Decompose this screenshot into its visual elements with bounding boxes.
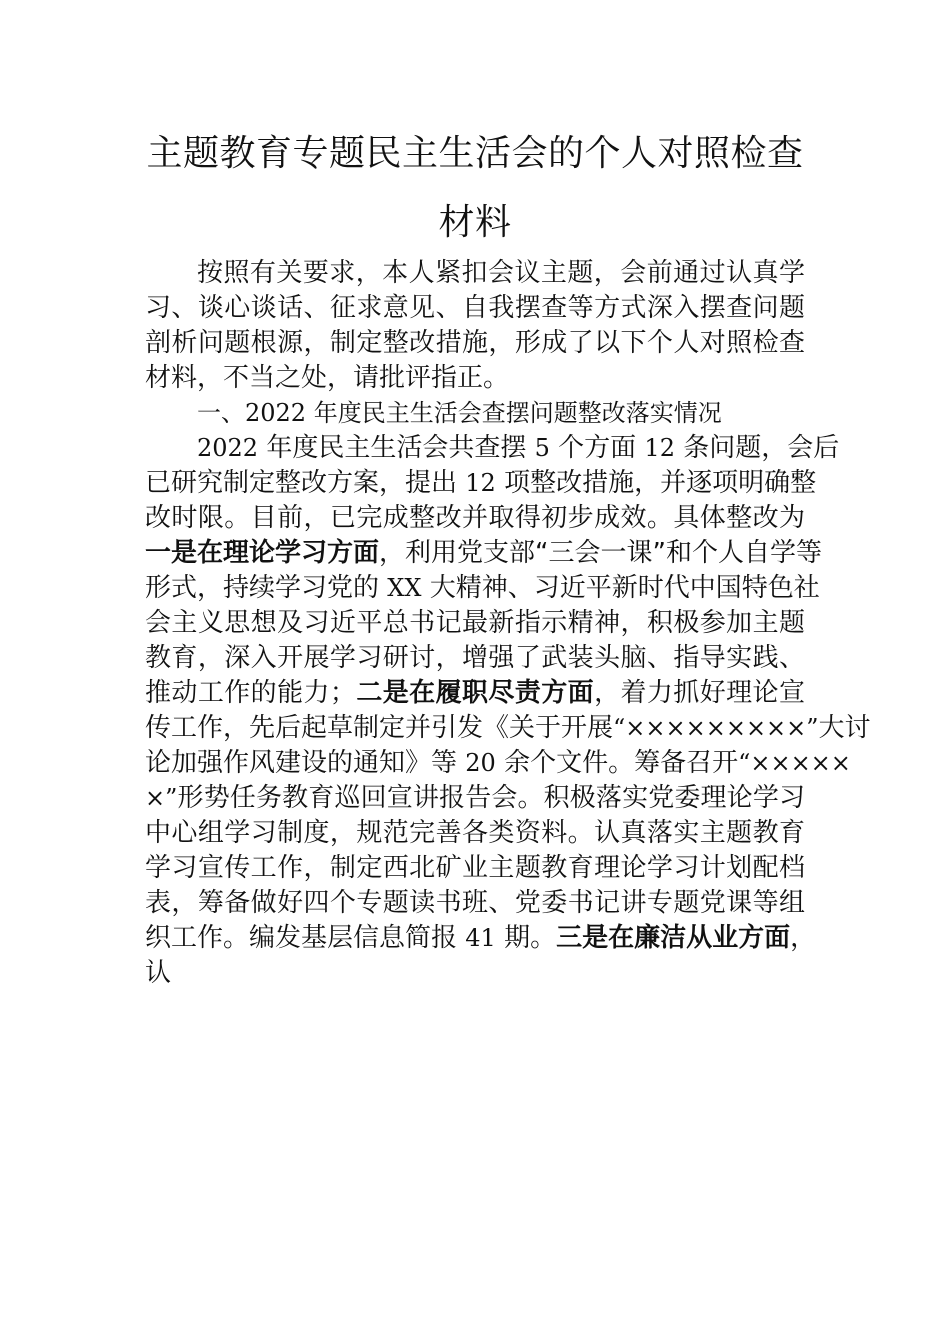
body-text: 推动工作的能力； (145, 678, 356, 708)
intro-line-3: 剖析问题根源，制定整改措施，形成了以下个人对照检查 (145, 328, 805, 358)
body-line-15 (145, 923, 817, 953)
body-text: 传工作，先后起草制定并引发《关于开展 (145, 713, 614, 743)
bold-point-1: 一是在理论学习方面 (145, 538, 380, 568)
body-text: “××××× (738, 749, 851, 777)
body-line-8 (145, 678, 805, 708)
body-text: 20 (465, 749, 496, 777)
body-line-1 (197, 433, 840, 463)
body-line-11 (145, 783, 805, 813)
intro-line-1: 按照有关要求，本人紧扣会议主题，会前通过认真学 (197, 258, 805, 288)
body-text: 形势任务教育巡回宣讲报告会。积极落实党委理论学习 (177, 783, 805, 813)
body-text: 年度民主生活会共查摆 (258, 433, 535, 463)
body-line-2 (145, 468, 817, 498)
body-line-10 (145, 748, 851, 778)
body-text: 条问题，会后 (674, 433, 840, 463)
body-text: ，着力抓好理论宣 (594, 678, 805, 708)
body-text: 余个文件。筹备召开 (495, 748, 739, 778)
body-text: ×” (145, 784, 178, 812)
body-line-9 (145, 713, 871, 743)
body-line-6: 会主义思想及习近平总书记最新指示精神，积极参加主题 (145, 608, 805, 638)
body-line-7: 教育，深入开展学习研讨，增强了武装头脑、指导实践、 (145, 643, 805, 673)
body-line-14: 表，筹备做好四个专题读书班、党委书记讲专题党课等组 (145, 888, 805, 918)
body-line-16: 认 (145, 958, 172, 988)
intro-line-4: 材料，不当之处，请批评指正。 (145, 363, 510, 393)
body-text: 织工作。编发基层信息简报 (145, 923, 466, 953)
body-text: 2022 (197, 434, 259, 462)
bold-point-2: 二是在履职尽责方面 (355, 678, 595, 708)
body-line-13: 学习宣传工作，制定西北矿业主题教育理论学习计划配档 (145, 853, 805, 883)
body-text: 项整改措施，并逐项明确整 (495, 468, 817, 498)
body-line-3: 改时限。目前，已完成整改并取得初步成效。具体整改为 (145, 503, 805, 533)
body-text: 论加强作风建设的通知》等 (145, 748, 466, 778)
body-text: 5 (534, 434, 550, 462)
body-text: XX (387, 574, 422, 602)
body-text: 大精神、习近平新时代中国特色社 (421, 573, 820, 603)
document-title-line2: 材料 (438, 202, 512, 243)
body-line-5 (145, 573, 820, 603)
body-text: 期。 (495, 923, 557, 953)
body-text: ，利用党支部“三会一课”和个人自学等 (379, 538, 822, 568)
body-text: ， (790, 923, 817, 953)
intro-line-2: 习、谈心谈话、征求意见、自我摆查等方式深入摆查问题 (145, 293, 805, 323)
body-line-4 (145, 538, 822, 568)
bold-point-3: 三是在廉洁从业方面 (556, 923, 791, 953)
body-text: 41 (465, 924, 496, 952)
body-text: 形式，持续学习党的 (145, 573, 388, 603)
body-text: “×××××××××” (613, 714, 819, 742)
body-text: 12 (644, 434, 675, 462)
body-text: 已研究制定整改方案，提出 (145, 468, 466, 498)
document-title-line1: 主题教育专题民主生活会的个人对照检查 (146, 133, 804, 174)
section-1-heading: 一、2022 年度民主生活会查摆问题整改落实情况 (197, 399, 722, 427)
body-text: 12 (465, 469, 496, 497)
body-text: 个方面 (549, 433, 645, 463)
body-text: 大讨 (818, 713, 871, 743)
body-line-12: 中心组学习制度，规范完善各类资料。认真落实主题教育 (145, 818, 805, 848)
